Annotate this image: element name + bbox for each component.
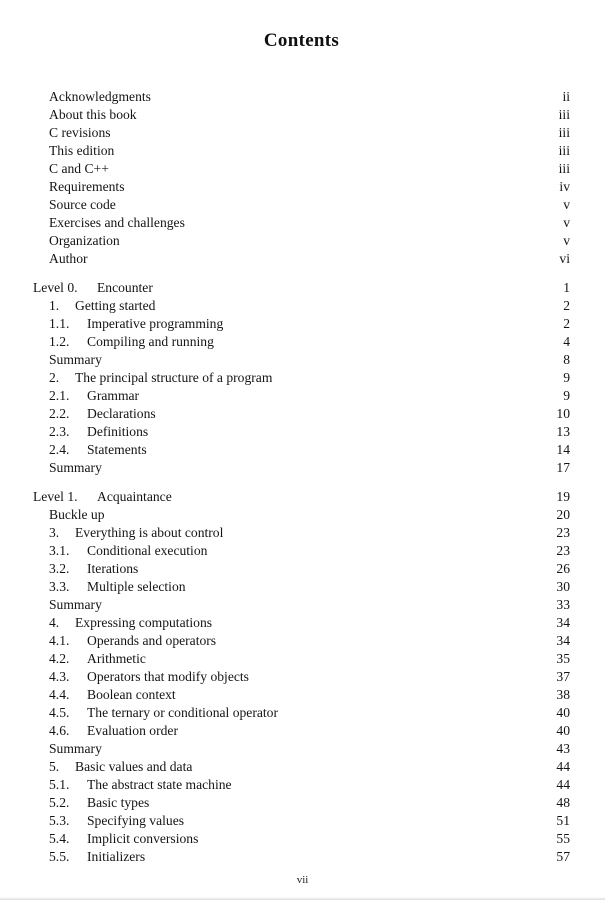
toc-entry-page: 9 [563, 388, 570, 403]
toc-entry [33, 668, 570, 686]
toc-entry-page: 38 [556, 687, 570, 702]
toc-entry-page: 34 [556, 615, 570, 630]
toc-entry [33, 560, 570, 578]
toc-entry [33, 812, 570, 830]
toc-entry-title: Summary [49, 741, 102, 756]
toc-entry-title: Summary [49, 597, 102, 612]
toc-entry [33, 250, 570, 268]
toc-entry-page: iii [558, 143, 570, 158]
toc-entry [33, 459, 570, 477]
toc-entry-title: Definitions [87, 424, 149, 439]
toc-entry-page: 34 [556, 633, 570, 648]
toc-entry-title: Initializers [87, 849, 146, 864]
page-number-footer: vii [296, 874, 309, 886]
toc-entry-number: 5.5. [49, 849, 70, 864]
toc-entry-number: 3.3. [49, 579, 70, 594]
toc-entry-title: Operators that modify objects [87, 669, 249, 684]
toc-entry-page: 14 [556, 442, 570, 457]
toc-entry-title: Imperative programming [87, 316, 224, 331]
toc-entry-title: Everything is about control [75, 525, 224, 540]
toc-entry-number: 1. [49, 298, 60, 313]
toc-entry-page: 19 [556, 489, 570, 504]
toc-entry [33, 160, 570, 178]
toc-entry [33, 758, 570, 776]
toc-entry-title: Specifying values [87, 813, 185, 828]
toc-entry-title: C and C++ [49, 161, 109, 176]
toc-entry-page: 23 [556, 525, 570, 540]
toc-entry [33, 794, 570, 812]
toc-entry-page: 13 [556, 424, 570, 439]
toc-entry-number: 2. [49, 370, 60, 385]
toc-entry [33, 423, 570, 441]
toc-entry-title: About this book [49, 107, 137, 122]
toc-entry-number: 2.2. [49, 406, 70, 421]
toc-entry-number: 3.2. [49, 561, 70, 576]
toc-entry [33, 196, 570, 214]
toc-entry-page: 44 [556, 759, 570, 774]
toc-entry [33, 488, 570, 506]
toc-entry-title: C revisions [49, 125, 111, 140]
toc-entry-number: 5.3. [49, 813, 70, 828]
toc-entry-title: Multiple selection [87, 579, 186, 594]
toc-entry-number: 1.2. [49, 334, 70, 349]
toc-entry [33, 524, 570, 542]
toc-entry [33, 632, 570, 650]
toc-entry-page: 2 [563, 298, 570, 313]
toc-entry-title: Operands and operators [87, 633, 217, 648]
toc-entry [33, 704, 570, 722]
toc-entry-page: 10 [556, 406, 570, 421]
toc-entry-title: Organization [49, 233, 120, 248]
toc-entry-page: vi [559, 251, 570, 266]
toc-entry-number: 3.1. [49, 543, 70, 558]
toc-entry-page: 4 [563, 334, 570, 349]
toc-entry-title: Boolean context [87, 687, 176, 702]
toc-entry-number: 5.2. [49, 795, 70, 810]
toc-entry [33, 740, 570, 758]
toc-entry-page: 37 [556, 669, 570, 684]
toc-entry-page: 17 [556, 460, 570, 475]
toc-entry-title: Grammar [87, 388, 140, 403]
toc-entry-title: Author [49, 251, 88, 266]
toc-entry [33, 441, 570, 459]
toc-entry-page: iii [558, 125, 570, 140]
toc-entry-page: v [563, 197, 570, 212]
toc-entry-number: 5.4. [49, 831, 70, 846]
toc-entry-number: 4.3. [49, 669, 70, 684]
toc-entry-page: iv [559, 179, 570, 194]
toc-entry-page: 51 [556, 813, 570, 828]
toc-group [33, 88, 570, 268]
toc-entry-title: Compiling and running [87, 334, 214, 349]
toc-entry-number: 2.3. [49, 424, 70, 439]
toc-entry-number: 5.1. [49, 777, 70, 792]
toc-entry [33, 722, 570, 740]
toc-entry-title: Arithmetic [87, 651, 146, 666]
toc-entry [33, 387, 570, 405]
toc-entry-page: 8 [563, 352, 570, 367]
toc-entry [33, 124, 570, 142]
toc-entry [33, 542, 570, 560]
toc-entry-page: 40 [556, 723, 570, 738]
toc-entry-page: 20 [556, 507, 570, 522]
toc-entry-number: 4.1. [49, 633, 70, 648]
toc-entry-number: 5. [49, 759, 60, 774]
toc-entry-page: 55 [556, 831, 570, 846]
toc-entry-number: 3. [49, 525, 60, 540]
toc-entry-number: 4.2. [49, 651, 70, 666]
toc-entry-page: 44 [556, 777, 570, 792]
toc-entry-title: Buckle up [49, 507, 105, 522]
toc-entry-page: ii [562, 89, 570, 104]
toc-entry-title: Basic values and data [75, 759, 193, 774]
toc-entry [33, 578, 570, 596]
toc-entry-number: 1.1. [49, 316, 70, 331]
toc-entry-title: Source code [49, 197, 116, 212]
toc-entry [33, 232, 570, 250]
toc-entry-page: 2 [563, 316, 570, 331]
toc-entry-title: Declarations [87, 406, 156, 421]
toc-entry-number: 4.5. [49, 705, 70, 720]
toc-entry-page: 23 [556, 543, 570, 558]
toc-entry [33, 369, 570, 387]
toc-entry-title: This edition [49, 143, 115, 158]
toc-entry-number: 2.1. [49, 388, 70, 403]
toc-entry-title: The abstract state machine [87, 777, 232, 792]
toc-entry-page: v [563, 215, 570, 230]
toc-entry-title: Implicit conversions [87, 831, 199, 846]
toc-entry-title: Summary [49, 352, 102, 367]
toc-entry [33, 142, 570, 160]
toc-entry-page: 35 [556, 651, 570, 666]
toc-entry-title: Encounter [97, 280, 153, 295]
toc-entry [33, 279, 570, 297]
toc-entry-title: Acknowledgments [49, 89, 151, 104]
toc-entry [33, 830, 570, 848]
toc-entry-title: Statements [87, 442, 147, 457]
toc-entry-page: iii [558, 107, 570, 122]
toc-entry-page: 1 [563, 280, 570, 295]
toc-entry [33, 178, 570, 196]
toc-entry-title: Summary [49, 460, 102, 475]
toc-entry-number: Level 1. [33, 489, 78, 504]
toc-entry [33, 106, 570, 124]
toc-entry-page: iii [558, 161, 570, 176]
toc-entry-title: The principal structure of a program [75, 370, 273, 385]
page-title: Contents [263, 30, 340, 51]
toc-entry-page: 26 [556, 561, 570, 576]
toc-entry [33, 506, 570, 524]
toc-entry-title: Iterations [87, 561, 139, 576]
toc-group [33, 279, 570, 477]
toc-entry-number: 4.4. [49, 687, 70, 702]
toc-entry [33, 297, 570, 315]
toc-entry [33, 315, 570, 333]
toc-entry-number: 4. [49, 615, 60, 630]
toc-entry-page: 48 [556, 795, 570, 810]
toc-entry [33, 848, 570, 866]
toc-entry-title: Basic types [87, 795, 150, 810]
toc-entry-page: 57 [556, 849, 570, 864]
toc-list [33, 88, 570, 866]
toc-entry [33, 614, 570, 632]
toc-entry-title: Conditional execution [87, 543, 208, 558]
toc-entry-title: Acquaintance [97, 489, 172, 504]
toc-group [33, 488, 570, 866]
toc-entry-title: Requirements [49, 179, 125, 194]
toc-entry [33, 776, 570, 794]
toc-entry-number: 2.4. [49, 442, 70, 457]
toc-entry-page: 33 [556, 597, 570, 612]
toc-entry-title: Evaluation order [87, 723, 178, 738]
toc-entry-title: Getting started [75, 298, 156, 313]
toc-entry [33, 650, 570, 668]
toc-entry-title: Exercises and challenges [49, 215, 185, 230]
toc-entry [33, 88, 570, 106]
toc-entry-title: The ternary or conditional operator [87, 705, 278, 720]
toc-entry-title: Expressing computations [75, 615, 213, 630]
toc-entry [33, 214, 570, 232]
toc-entry-page: 40 [556, 705, 570, 720]
toc-entry-page: 9 [563, 370, 570, 385]
toc-entry [33, 333, 570, 351]
toc-entry [33, 596, 570, 614]
toc-entry-page: 30 [556, 579, 570, 594]
toc-entry-number: 4.6. [49, 723, 70, 738]
toc-entry-page: v [563, 233, 570, 248]
toc-entry [33, 351, 570, 369]
toc-entry [33, 405, 570, 423]
toc-entry-number: Level 0. [33, 280, 78, 295]
toc-entry [33, 686, 570, 704]
toc-entry-page: 43 [556, 741, 570, 756]
